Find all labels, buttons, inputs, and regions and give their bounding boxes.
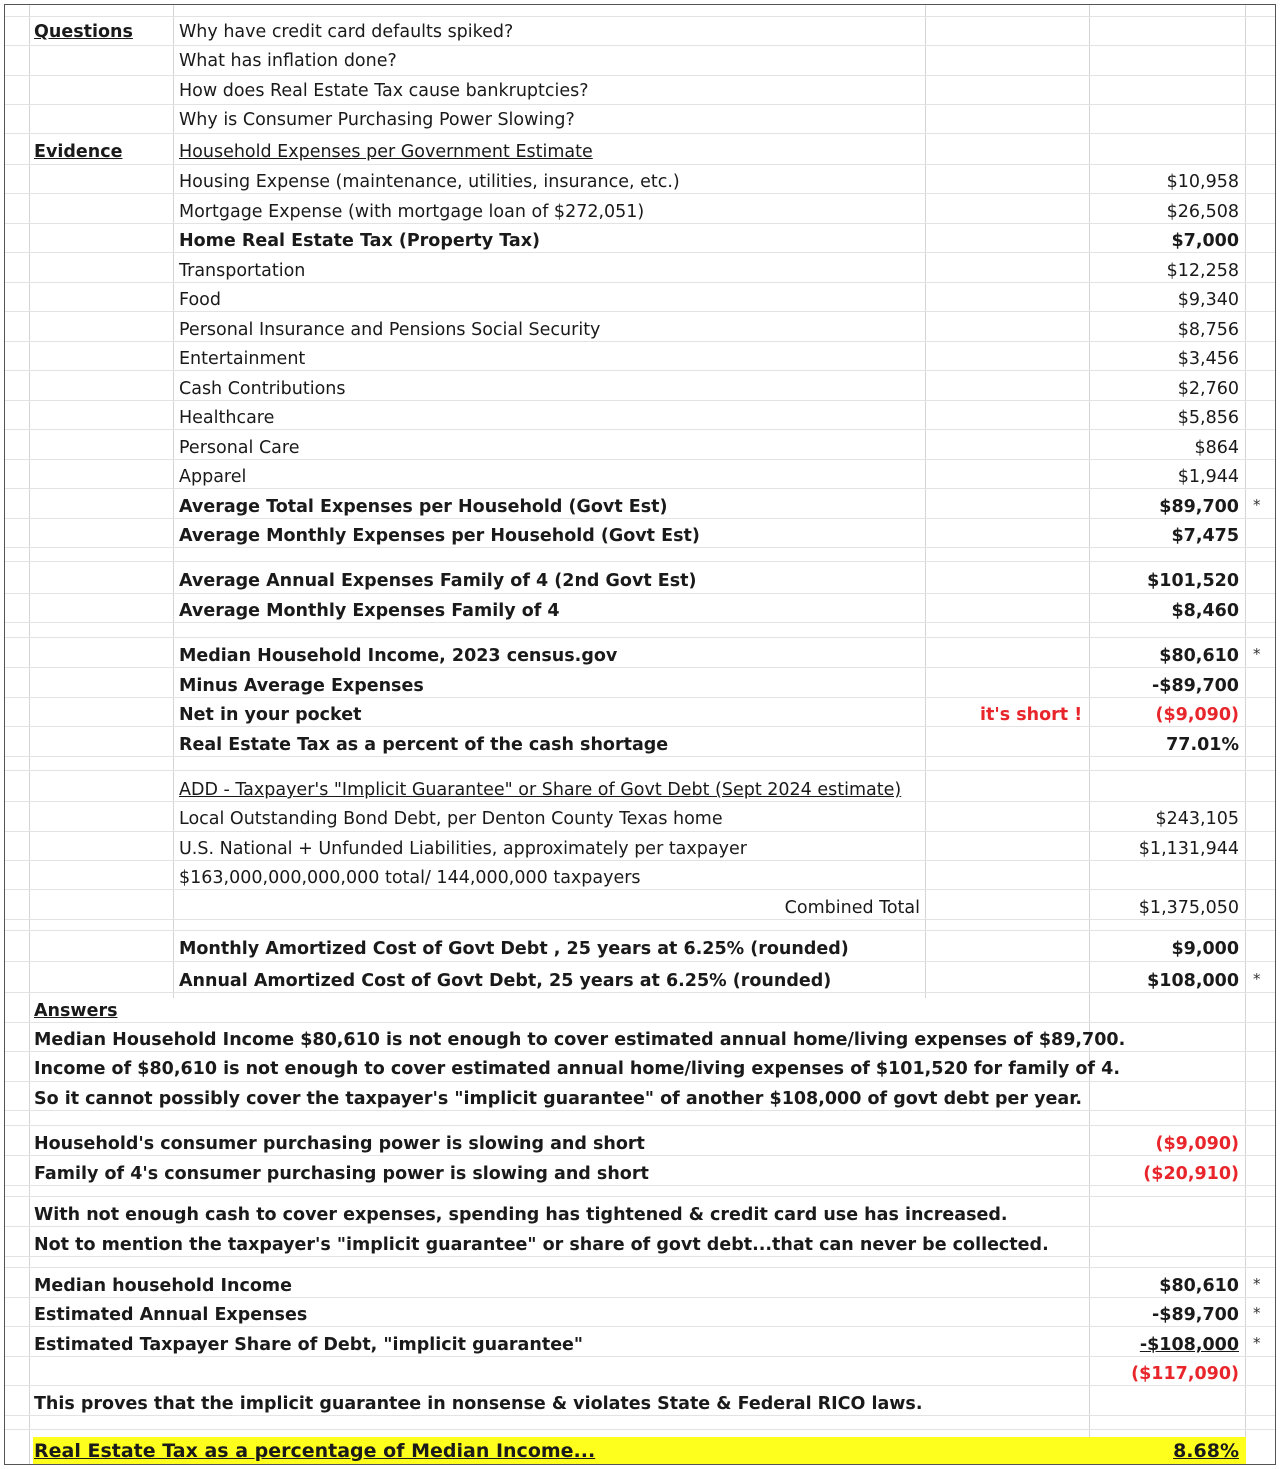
evidence-label: Evidence <box>34 142 123 162</box>
summary-total-value: ($117,090) <box>1131 1364 1239 1384</box>
grid-row-line <box>5 622 1275 623</box>
summary-expenses-label: Estimated Annual Expenses <box>34 1305 308 1325</box>
grid-row-line <box>5 252 1275 253</box>
grid-row-line <box>5 860 1275 861</box>
grid-row-line <box>5 193 1275 194</box>
footnote-star: * <box>1253 645 1261 663</box>
expense-label: Cash Contributions <box>179 379 346 399</box>
grid-row-line <box>5 45 1275 46</box>
grid-row-line <box>5 1081 1275 1082</box>
expense-value: $7,000 <box>1171 231 1239 251</box>
grid-row-line <box>5 488 1275 489</box>
final-label: Real Estate Tax as a percentage of Median Income... <box>34 1440 596 1462</box>
grid-row-line <box>5 1125 1275 1126</box>
annual-debt-label: Annual Amortized Cost of Govt Debt, 25 years at 6.25% (rounded) <box>179 971 832 991</box>
grid-row-line <box>5 756 1275 757</box>
summary-debt-value: -$108,000 <box>1139 1335 1239 1355</box>
grid-row-line <box>5 104 1275 105</box>
national-debt-value: $1,131,944 <box>1138 839 1239 859</box>
family-power-label: Family of 4's consumer purchasing power is slowing and short <box>34 1164 649 1184</box>
grid-row-line <box>5 1267 1275 1268</box>
grid-row-line <box>5 164 1275 165</box>
median-income-value: $80,610 <box>1159 646 1239 666</box>
expense-value: $7,475 <box>1171 526 1239 546</box>
expense-value: $9,340 <box>1177 290 1239 310</box>
grid-row-line <box>5 370 1275 371</box>
tax-pct-shortage-value: 77.01% <box>1166 735 1239 755</box>
family-monthly-label: Average Monthly Expenses Family of 4 <box>179 601 560 621</box>
family-annual-value: $101,520 <box>1147 571 1239 591</box>
expense-value: $3,456 <box>1177 349 1239 369</box>
grid-row-line <box>5 561 1275 562</box>
grid-row-line <box>5 801 1275 802</box>
grid-row-line <box>5 1051 1275 1052</box>
expense-value: $864 <box>1194 438 1239 458</box>
question-item: Why have credit card defaults spiked? <box>179 22 514 42</box>
expense-value: $89,700 <box>1159 497 1239 517</box>
expense-label: Entertainment <box>179 349 306 369</box>
expense-label: Healthcare <box>179 408 275 428</box>
grid-row-line <box>5 282 1275 283</box>
proof-line: This proves that the implicit guarantee in nonsense & violates State & Federal RICO laws. <box>34 1394 923 1414</box>
answer-line: So it cannot possibly cover the taxpayer's "implicit guarantee" of another $108,000 of govt debt per year. <box>34 1089 1083 1109</box>
grid-row-line <box>5 16 1275 17</box>
summary-expenses-value: -$89,700 <box>1152 1305 1239 1325</box>
short-note: it's short ! <box>980 705 1083 725</box>
household-power-label: Household's consumer purchasing power is slowing and short <box>34 1134 645 1154</box>
expense-label: Average Total Expenses per Household (Govt Est) <box>179 497 668 517</box>
expense-label: Personal Care <box>179 438 300 458</box>
grid-row-line <box>5 1110 1275 1111</box>
grid-row-line <box>5 697 1275 698</box>
grid-row-line <box>5 341 1275 342</box>
final-value: 8.68% <box>1173 1440 1239 1462</box>
expense-label: Home Real Estate Tax (Property Tax) <box>179 231 540 251</box>
expense-value: $8,756 <box>1177 320 1239 340</box>
family-annual-label: Average Annual Expenses Family of 4 (2nd Govt Est) <box>179 571 697 591</box>
spreadsheet <box>4 4 1276 1465</box>
grid-row-line <box>5 593 1275 594</box>
expense-value: $10,958 <box>1166 172 1239 192</box>
summary-income-value: $80,610 <box>1159 1276 1239 1296</box>
expense-label: Transportation <box>179 261 306 281</box>
grid-row-line <box>5 1155 1275 1156</box>
question-item: What has inflation done? <box>179 51 397 71</box>
summary-income-label: Median household Income <box>34 1276 292 1296</box>
grid-row-line <box>5 1226 1275 1227</box>
answer-line: Income of $80,610 is not enough to cover estimated annual home/living expenses of $101,520 for family of 4. <box>34 1059 1120 1079</box>
grid-row-line <box>5 133 1275 134</box>
grid-row-line <box>5 459 1275 460</box>
local-debt-label: Local Outstanding Bond Debt, per Denton County Texas home <box>179 809 723 829</box>
family-monthly-value: $8,460 <box>1171 601 1239 621</box>
answers-label: Answers <box>34 1001 118 1021</box>
grid-row-line <box>5 1185 1275 1186</box>
expense-label: Apparel <box>179 467 247 487</box>
footnote-star: * <box>1253 496 1261 514</box>
footnote-star: * <box>1253 970 1261 988</box>
grid-row-line <box>5 1415 1275 1416</box>
grid-row-line <box>5 919 1275 920</box>
grid-row-line <box>5 400 1275 401</box>
grid-row-line <box>5 770 1275 771</box>
national-debt-label: U.S. National + Unfunded Liabilities, approximately per taxpayer <box>179 839 747 859</box>
grid-row-line <box>5 726 1275 727</box>
tax-pct-shortage-label: Real Estate Tax as a percent of the cash shortage <box>179 735 669 755</box>
household-power-value: ($9,090) <box>1155 1134 1239 1154</box>
grid-row-line <box>5 961 1275 962</box>
grid-row-line <box>5 1429 1275 1430</box>
grid-row-line <box>5 223 1275 224</box>
expense-value: $12,258 <box>1166 261 1239 281</box>
note-line: With not enough cash to cover expenses, spending has tightened & credit card use has increased. <box>34 1205 1008 1225</box>
net-pocket-value: ($9,090) <box>1155 705 1239 725</box>
expense-label: Food <box>179 290 221 310</box>
grid-row-line <box>5 1297 1275 1298</box>
expense-value: $1,944 <box>1177 467 1239 487</box>
questions-label: Questions <box>34 22 133 42</box>
grid-row-line <box>5 667 1275 668</box>
grid-row-line <box>5 1256 1275 1257</box>
expense-value: $5,856 <box>1177 408 1239 428</box>
question-item: Why is Consumer Purchasing Power Slowing? <box>179 110 575 130</box>
expense-label: Housing Expense (maintenance, utilities, insurance, etc.) <box>179 172 680 192</box>
expense-value: $2,760 <box>1177 379 1239 399</box>
grid-row-line <box>5 1196 1275 1197</box>
footnote-star: * <box>1253 1304 1261 1322</box>
grid-row-line <box>5 547 1275 548</box>
expense-label: Average Monthly Expenses per Household (Govt Est) <box>179 526 700 546</box>
grid-column-line <box>173 5 174 998</box>
monthly-debt-value: $9,000 <box>1171 939 1239 959</box>
expense-label: Mortgage Expense (with mortgage loan of $272,051) <box>179 202 645 222</box>
answer-line: Median Household Income $80,610 is not enough to cover estimated annual home/living expenses of $89,700. <box>34 1030 1126 1050</box>
expense-value: $26,508 <box>1166 202 1239 222</box>
grid-row-line <box>5 518 1275 519</box>
combined-total-label: Combined Total <box>784 898 920 918</box>
grid-row-line <box>5 1326 1275 1327</box>
debt-heading: ADD - Taxpayer's "Implicit Guarantee" or Share of Govt Debt (Sept 2024 estimate) <box>179 780 902 800</box>
grid-column-line <box>925 5 926 998</box>
grid-row-line <box>5 992 1275 993</box>
footnote-star: * <box>1253 1275 1261 1293</box>
footnote-star: * <box>1253 1334 1261 1352</box>
combined-total-value: $1,375,050 <box>1138 898 1239 918</box>
monthly-debt-label: Monthly Amortized Cost of Govt Debt , 25 years at 6.25% (rounded) <box>179 939 849 959</box>
grid-row-line <box>5 637 1275 638</box>
median-income-label: Median Household Income, 2023 census.gov <box>179 646 618 666</box>
summary-debt-label: Estimated Taxpayer Share of Debt, "implicit guarantee" <box>34 1335 584 1355</box>
grid-row-line <box>5 1385 1275 1386</box>
grid-row-line <box>5 429 1275 430</box>
family-power-value: ($20,910) <box>1143 1164 1239 1184</box>
grid-row-line <box>5 311 1275 312</box>
note-line: Not to mention the taxpayer's "implicit guarantee" or share of govt debt...that can never be collected. <box>34 1235 1049 1255</box>
expense-label: Personal Insurance and Pensions Social Security <box>179 320 601 340</box>
grid-row-line <box>5 1356 1275 1357</box>
debt-calc-note: $163,000,000,000,000 total/ 144,000,000 taxpayers <box>179 868 641 888</box>
local-debt-value: $243,105 <box>1155 809 1239 829</box>
grid-row-line <box>5 889 1275 890</box>
net-pocket-label: Net in your pocket <box>179 705 362 725</box>
grid-row-line <box>5 831 1275 832</box>
minus-expenses-label: Minus Average Expenses <box>179 676 424 696</box>
question-item: How does Real Estate Tax cause bankruptcies? <box>179 81 589 101</box>
grid-row-line <box>5 930 1275 931</box>
grid-row-line <box>5 1022 1275 1023</box>
minus-expenses-value: -$89,700 <box>1152 676 1239 696</box>
annual-debt-value: $108,000 <box>1147 971 1239 991</box>
expenses-heading: Household Expenses per Government Estimate <box>179 142 593 162</box>
grid-row-line <box>5 75 1275 76</box>
